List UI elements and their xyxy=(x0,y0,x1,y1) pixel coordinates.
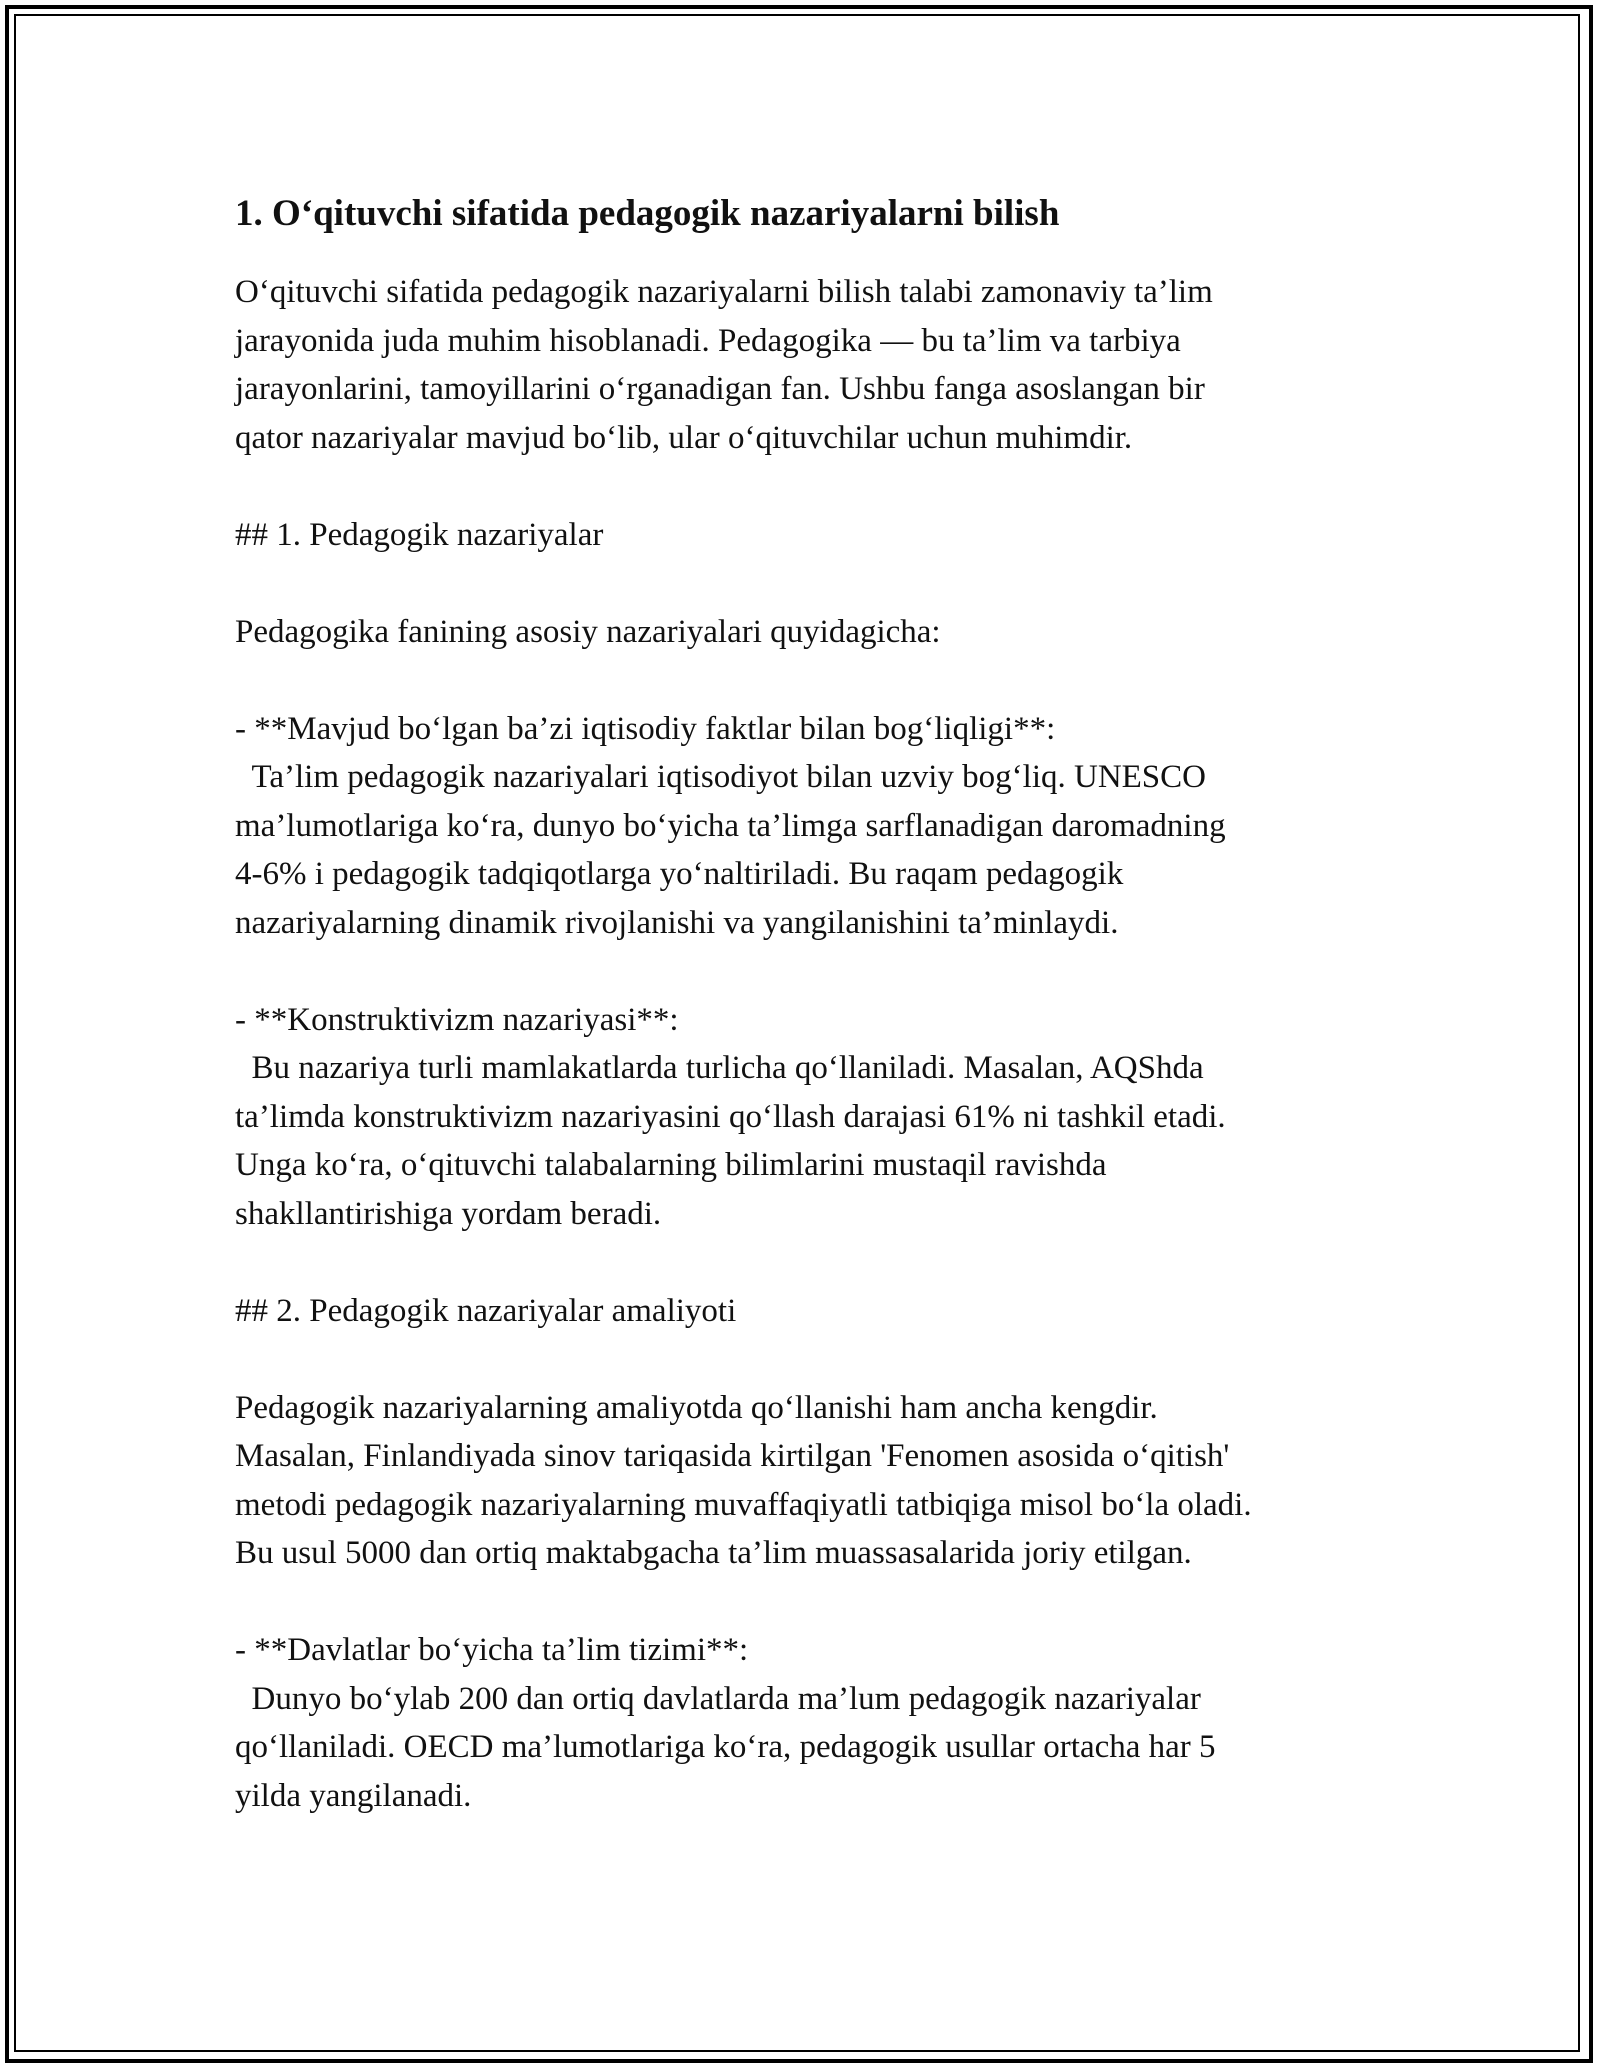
section-2-line: Pedagogik nazariyalarning amaliyotda qo‘llanishi ham ancha kengdir. xyxy=(235,1389,1158,1426)
intro-line: jarayonlarini, tamoyillarini o‘rganadigan fan. Ushbu fanga asoslangan bir xyxy=(235,371,1205,407)
list-item-text: ta’limda konstruktivizm nazariyasini qo‘llash darajasi 61% ni tashkil etadi. xyxy=(235,1098,1226,1135)
list-item-text: Bu nazariya turli mamlakatlarda turlicha qo‘llaniladi. Masalan, AQShda xyxy=(235,1050,1204,1086)
section-2-line: metodi pedagogik nazariyalarning muvaffaqiyatli tatbiqiga misol bo‘la oladi. xyxy=(235,1486,1252,1523)
list-item-text: shakllantirishiga yordam beradi. xyxy=(235,1195,662,1232)
list-item-text: 4-6% i pedagogik tadqiqotlarga yo‘naltiriladi. Bu raqam pedagogik xyxy=(235,856,1124,892)
list-item-label: - **Konstruktivizm nazariyasi**: xyxy=(235,1001,679,1038)
list-item-text: Dunyo bo‘ylab 200 dan ortiq davlatlarda ma’lum pedagogik nazariyalar xyxy=(235,1680,1201,1717)
list-item-text: yilda yangilanadi. xyxy=(235,1777,472,1814)
document-body xyxy=(235,190,1385,1820)
intro-line: qator nazariyalar mavjud bo‘lib, ular o‘qituvchilar uchun muhimdir. xyxy=(235,419,1133,456)
list-item-text: qo‘llaniladi. OECD ma’lumotlariga ko‘ra, pedagogik usullar ortacha har 5 xyxy=(235,1729,1216,1765)
list-item-text: Unga ko‘ra, o‘qituvchi talabalarning bilimlarini mustaqil ravishda xyxy=(235,1147,1107,1183)
section-2-line: Masalan, Finlandiyada sinov tariqasida kirtilgan 'Fenomen asosida o‘qitish' xyxy=(235,1438,1230,1474)
list-item-label: - **Davlatlar bo‘yicha ta’lim tizimi**: xyxy=(235,1632,749,1668)
list-item-label: - **Mavjud bo‘lgan ba’zi iqtisodiy faktlar bilan bog‘liqligi**: xyxy=(235,710,1056,747)
section-1-lead: Pedagogika fanining asosiy nazariyalari quyidagicha: xyxy=(235,613,941,650)
intro-line: O‘qituvchi sifatida pedagogik nazariyalarni bilish talabi zamonaviy ta’lim xyxy=(235,274,1213,310)
section-1-heading: ## 1. Pedagogik nazariyalar xyxy=(235,516,604,553)
list-item-text: ma’lumotlariga ko‘ra, dunyo bo‘yicha ta’limga sarflanadigan daromadning xyxy=(235,807,1226,844)
list-item-text: nazariyalarning dinamik rivojlanishi va yangilanishini ta’minlaydi. xyxy=(235,904,1119,941)
section-2-line: Bu usul 5000 dan ortiq maktabgacha ta’lim muassasalarida joriy etilgan. xyxy=(235,1535,1192,1571)
list-item-text: Ta’lim pedagogik nazariyalari iqtisodiyot bilan uzviy bog‘liq. UNESCO xyxy=(235,759,1207,795)
document-title: 1. O‘qituvchi sifatida pedagogik nazariyalarni bilish xyxy=(235,193,1060,234)
intro-line: jarayonida juda muhim hisoblanadi. Pedagogika — bu ta’lim va tarbiya xyxy=(235,322,1181,359)
section-2-heading: ## 2. Pedagogik nazariyalar amaliyoti xyxy=(235,1292,737,1329)
